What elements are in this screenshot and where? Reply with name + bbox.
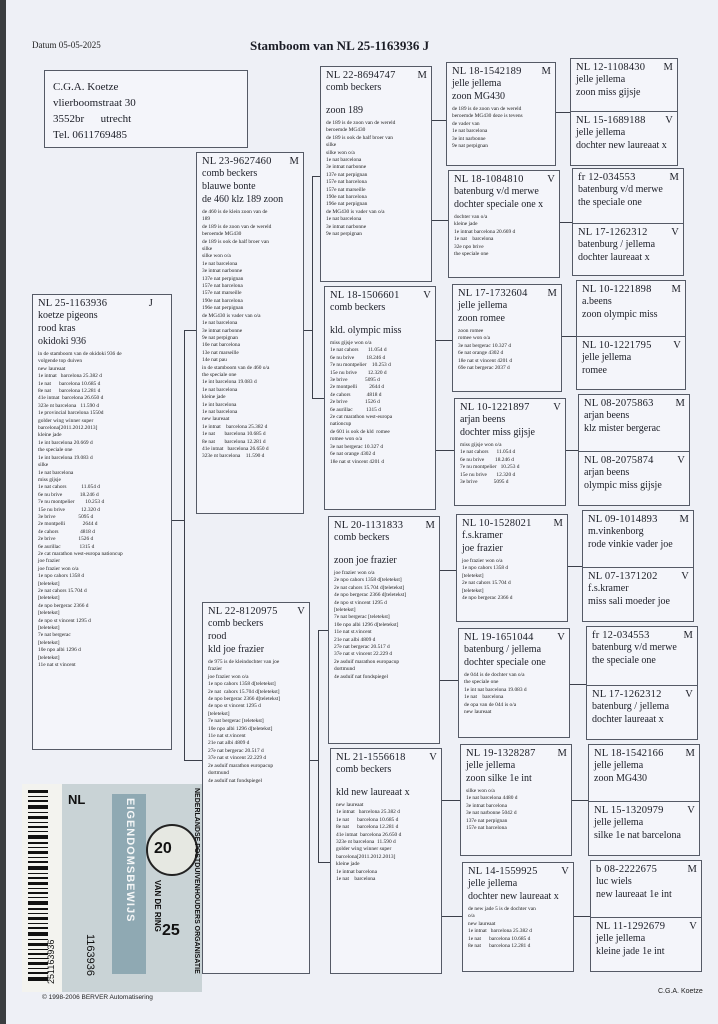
gggparent-sex: V xyxy=(689,921,697,932)
ggparent-line: dochter new laureaat x xyxy=(468,891,559,902)
footer-name: C.G.A. Koetze xyxy=(658,988,703,995)
gggparent-ring-line xyxy=(596,864,697,875)
ggparent-sex: V xyxy=(557,632,565,643)
grandparent-line: zoon 189 xyxy=(326,105,363,116)
ggparent-line: f.s.kramer xyxy=(462,530,503,541)
gggparent-line: new laureaat 1e int xyxy=(596,889,672,900)
card-subtitle: VAN DE RING xyxy=(153,880,162,932)
gggparent-ring-line xyxy=(588,571,689,582)
ggparent-details: dochter van o/a kleine jade 1e intnat barcelona 20.669 d 1e nat barcelona 32e npo brive the speciale one xyxy=(454,214,516,258)
grandparent-sex: M xyxy=(417,70,427,81)
grandparent-box xyxy=(324,286,436,510)
grandparent-ring: NL 18-1506601 xyxy=(330,290,400,301)
ggparent-ring-line xyxy=(458,288,557,299)
card-organisation: NEDERLANDSE POSTDUIVENHOUDERS ORGANISATIE xyxy=(193,788,200,974)
connector-line xyxy=(172,520,184,521)
connector-line xyxy=(318,630,328,631)
gggparent-sex: M xyxy=(663,62,673,73)
grandparent-sex: M xyxy=(425,520,435,531)
gggparent-sex: M xyxy=(669,172,679,183)
connector-line xyxy=(312,176,320,177)
gggparent-pair xyxy=(576,280,686,390)
grandparent-ring: NL 21-1556618 xyxy=(336,752,406,763)
parent-line: rood xyxy=(208,631,227,642)
gggparent-ring: NL 15-1689188 xyxy=(576,115,646,126)
gggparent-ring: NL 10-1221898 xyxy=(582,284,652,295)
gggparent-entry xyxy=(577,336,685,377)
ggparent-line: jelle jellema xyxy=(466,760,516,771)
gggparent-sex: M xyxy=(675,398,685,409)
gggparent-pair xyxy=(570,58,678,166)
date-label: Datum 05-05-2025 xyxy=(32,40,101,50)
subject-ring-line xyxy=(38,298,167,309)
connector-line xyxy=(560,222,572,223)
gggparent-line: silke 1e nat barcelona xyxy=(594,830,681,841)
connector-line xyxy=(318,630,319,862)
card-title: EIGENDOMSBEWIJS xyxy=(124,798,136,923)
ggparent-box xyxy=(452,284,562,392)
gggparent-ring-line xyxy=(596,921,697,932)
gggparent-sex: M xyxy=(679,514,689,525)
connector-line xyxy=(184,760,202,761)
gggparent-line: dochter laureaat x xyxy=(578,252,650,263)
gggparent-line: luc wiels xyxy=(596,876,632,887)
gggparent-line: jelle jellema xyxy=(594,760,644,771)
grandparent-details: miss gijsje won o/a 1e nat cahors 11.054 d 6e nu brive 18.246 d 7e nu montpelier 10.253 d 15e nu brive 12.320 d 3e brive 5095 d 2e montpelli 2644 d 4e cahors 4818 d 2e brive 1526 d 6e aurillac 1315 d 2e cat marathon west-europa nationcup de 601 is ook de kld romee romee won o/a 3e nat bergerac 10.327 d 6e nat orange 4302 d 18e nat st vincent 4201 d xyxy=(330,340,393,465)
ggparent-details: de 189 is de zoon van de wereld beroemde MG430 deze is tevens de vader van 1e nat barcelona 3e int narbonne 9e nat perpignan xyxy=(452,106,523,150)
ggparent-line: jelle jellema xyxy=(452,78,502,89)
owner-city-line xyxy=(53,111,239,127)
ggparent-ring-line xyxy=(464,632,565,643)
gggparent-ring-line xyxy=(576,62,673,73)
ggparent-ring-line xyxy=(462,518,563,529)
ggparent-box xyxy=(458,628,570,738)
gggparent-sex: V xyxy=(665,115,673,126)
connector-line xyxy=(440,680,458,681)
grandparent-line: comb beckers xyxy=(330,302,386,313)
connector-line xyxy=(570,684,586,685)
gggparent-line: the speciale one xyxy=(578,197,642,208)
gggparent-line: f.s.kramer xyxy=(588,583,629,594)
ggparent-ring: NL 17-1732604 xyxy=(458,288,528,299)
grandparent-ring: NL 22-8694747 xyxy=(326,70,396,81)
grandparent-ring-line xyxy=(330,290,431,301)
gggparent-ring-line xyxy=(582,340,681,351)
gggparent-entry xyxy=(591,917,701,958)
gggparent-ring-line xyxy=(594,805,695,816)
grandparent-box xyxy=(328,516,440,744)
gggparent-line: batenburg / jellema xyxy=(578,239,656,250)
gggparent-line: batenburg v/d merwe xyxy=(578,184,663,195)
ggparent-box xyxy=(460,744,572,856)
ggparent-line: dochter miss gijsje xyxy=(460,427,535,438)
gggparent-line: dochter new laureaat x xyxy=(576,140,667,151)
gggparent-ring: NL 09-1014893 xyxy=(588,514,658,525)
grandparent-line: comb beckers xyxy=(326,82,382,93)
gggparent-line: jelle jellema xyxy=(582,352,632,363)
connector-line xyxy=(318,862,330,863)
gggparent-line: miss sali moeder joe xyxy=(588,596,670,607)
ggparent-ring: NL 10-1528021 xyxy=(462,518,532,529)
gggparent-ring-line xyxy=(584,398,685,409)
ggparent-box xyxy=(446,62,556,166)
grandparent-line: comb beckers xyxy=(334,532,390,543)
gggparent-pair xyxy=(586,626,698,740)
gggparent-ring: NL 11-1292679 xyxy=(596,921,666,932)
gggparent-ring-line xyxy=(576,115,673,126)
ggparent-ring-line xyxy=(466,748,567,759)
parent-details: de 975 is de kleindochter van joe frazier joe frazier won o/a 1e npo cahors 1358 d[teletekst] 2e nat cahors 15.704 d[teletekst] 4e npo bergerac 2366 d[teletekst] 4e npo st vincent 1295 d [teletekst] 7e nat bergerac [teletekst] 10e npo albi 1296 d[teletekst] 11e nat st.vincent 21e nat albi 4809 d 27e nat bergerac 20.517 d 37e nat st vincent 22.229 d 2e asduif marathon europacup dortmund 4e asduif nat fondspiegel xyxy=(208,659,281,784)
subject-sex: J xyxy=(148,298,153,309)
gggparent-entry xyxy=(579,395,689,435)
gggparent-ring: NL 17-1262312 xyxy=(578,227,648,238)
gggparent-entry xyxy=(573,169,683,209)
subject-ring: NL 25-1163936 xyxy=(38,298,108,309)
ggparent-box xyxy=(456,514,568,622)
gggparent-ring: fr 12-034553 xyxy=(578,172,636,183)
gggparent-line: zoon olympic miss xyxy=(582,309,658,320)
parent-ring: NL 23-9627460 xyxy=(202,156,272,167)
gggparent-line: arjan beens xyxy=(584,467,630,478)
ggparent-line: batenburg v/d merwe xyxy=(454,186,539,197)
ggparent-details: miss gijsje won o/a 1e nat cahors 11.054 d 6e nu brive 18.246 d 7e nu montpelier 10.253 d 15e nu brive 12.320 d 3e brive 5095 d xyxy=(460,442,520,486)
gggparent-entry xyxy=(583,567,693,608)
gggparent-sex: V xyxy=(673,340,681,351)
gggparent-sex: V xyxy=(685,689,693,700)
grandparent-details: new laureaat 1e intnat barcelona 25.382 d 1e nat barcelona 10.685 d 8e nat barcelona 12.281 d 41e intnat barcelona 26.650 d 323e nt barcelona 11.590 d golder wing winner super barcelona[2011.2012.2013] kleine jade 1e intnat barcelona 1e nat barcelona xyxy=(336,802,402,883)
gggparent-entry xyxy=(591,861,701,901)
grandparent-ring: NL 20-1131833 xyxy=(334,520,404,531)
grandparent-box xyxy=(320,66,432,282)
gggparent-ring: NL 12-1108430 xyxy=(576,62,646,73)
gggparent-entry xyxy=(583,511,693,551)
pedigree-sheet xyxy=(6,0,718,1024)
gggparent-pair xyxy=(588,744,700,856)
grandparent-details: joe frazier won o/a 2e npo cahors 1358 d[teletekst] 2e nat cahors 15.704 d[teletekst] 4e npo bergerac 2366 d[teletekst] 4e npo st vincent 1295 d [teletekst] 7e nat bergerac [teletekst] 10e npo albi 1296 d[teletekst] 11e nat st.vincent 21e nat albi 4809 d 27e nat bergerac 20.517 d 37e nat st vincent 22.229 d 2e asduif marathon europacup dortmund 4e asduif nat fondspiegel xyxy=(334,570,407,680)
connector-line xyxy=(442,916,462,917)
gggparent-line: kleine jade 1e int xyxy=(596,946,665,957)
gggparent-ring: NL 17-1262312 xyxy=(592,689,662,700)
grandparent-line: kld. olympic miss xyxy=(330,325,402,336)
owner-name: C.G.A. Koetze xyxy=(53,81,119,93)
gggparent-ring-line xyxy=(592,630,693,641)
subject-line: koetze pigeons xyxy=(38,310,98,321)
parent-line: comb beckers xyxy=(208,618,264,629)
ggparent-details: joe frazier won o/a 1e npo cahors 1358 d [teletekst] 2e nat cahors 15.704 d [teletekst] 4e npo bergerac 2366 d xyxy=(462,558,513,602)
ggparent-details: zoon romee romee won o/a 3e nat bergerac 10.327 d 6e nat orange 4302 d 18e nat st vincent 4201 d 69e nat bergerac 2037 d xyxy=(458,328,513,372)
gggparent-entry xyxy=(579,451,689,492)
ggparent-box xyxy=(448,170,560,278)
barcode-icon xyxy=(22,784,62,992)
gggparent-ring-line xyxy=(594,748,695,759)
gggparent-ring: NL 08-2075874 xyxy=(584,455,654,466)
card-body xyxy=(62,784,202,992)
connector-line xyxy=(304,330,312,331)
parent-line: blauwe bonte xyxy=(202,181,256,192)
gggparent-ring-line xyxy=(578,227,679,238)
ggparent-ring: NL 10-1221897 xyxy=(460,402,530,413)
ggparent-ring: NL 18-1084810 xyxy=(454,174,524,185)
owner-box xyxy=(44,70,248,148)
gggparent-pair xyxy=(590,860,702,972)
gggparent-line: batenburg v/d merwe xyxy=(592,642,677,653)
gggparent-sex: V xyxy=(681,571,689,582)
ggparent-ring-line xyxy=(452,66,551,77)
grandparent-ring-line xyxy=(334,520,435,531)
connector-line xyxy=(312,176,313,398)
gggparent-sex: M xyxy=(687,864,697,875)
gggparent-pair xyxy=(572,168,684,276)
gggparent-entry xyxy=(573,223,683,264)
gggparent-sex: M xyxy=(685,748,695,759)
ggparent-sex: V xyxy=(561,866,569,877)
gggparent-line: olympic miss gijsje xyxy=(584,480,662,491)
ggparent-sex: M xyxy=(557,748,567,759)
parent-line: kld joe frazier xyxy=(208,644,265,655)
ggparent-box xyxy=(462,862,574,972)
ggparent-sex: V xyxy=(553,402,561,413)
owner-street: vlierboomstraat 30 xyxy=(53,97,136,109)
connector-line xyxy=(312,398,324,399)
card-ring-number: 1163936 xyxy=(84,934,96,977)
parent-ring: NL 22-8120975 xyxy=(208,606,278,617)
grandparent-details: de 189 is de zoon van de wereld beroemde MG430 de 189 is ook de half broer van silke silke won o/a 1e nat barcelona 3e intnat narbonne 137e nat perpignan 157e nat barcelona 157e nat marseille 190e nat barcelona 196e nat perpignan de MG430 is vader van o/a 1e nat barcelona 3e intnat narbonne 9e nat perpignan xyxy=(326,120,396,238)
connector-line xyxy=(432,120,446,121)
connector-line xyxy=(436,340,452,341)
grandparent-line: comb beckers xyxy=(336,764,392,775)
ggparent-ring: NL 19-1651044 xyxy=(464,632,534,643)
parent-line: comb beckers xyxy=(202,168,258,179)
ggparent-line: zoon romee xyxy=(458,313,505,324)
ggparent-box xyxy=(454,398,566,506)
parent-sex: V xyxy=(297,606,305,617)
gggparent-line: jelle jellema xyxy=(596,933,646,944)
gggparent-pair xyxy=(582,510,694,622)
parent-ring-line xyxy=(208,606,305,617)
gggparent-entry xyxy=(577,281,685,321)
ggparent-details: de new jade 5 is de dochter van o/a new laureaat 1e intnat barcelona 25.382 d 1e nat barcelona 10.685 d 8e nat barcelona 12.281 d xyxy=(468,906,536,950)
owner-city: utrecht xyxy=(100,113,132,125)
ggparent-ring: NL 18-1542189 xyxy=(452,66,522,77)
gggparent-ring: NL 15-1320979 xyxy=(594,805,664,816)
ggparent-line: zoon MG430 xyxy=(452,91,506,102)
gggparent-sex: V xyxy=(671,227,679,238)
subject-line: okidoki 936 xyxy=(38,336,87,347)
card-title-band xyxy=(112,794,146,974)
gggparent-sex: M xyxy=(671,284,681,295)
owner-postcode: 3552br xyxy=(53,113,85,125)
gggparent-sex: V xyxy=(687,805,695,816)
gggparent-entry xyxy=(587,627,697,667)
ggparent-sex: M xyxy=(541,66,551,77)
grandparent-ring-line xyxy=(336,752,437,763)
gggparent-ring: NL 08-2075863 xyxy=(584,398,654,409)
ggparent-ring: NL 14-1559925 xyxy=(468,866,538,877)
connector-line xyxy=(310,760,318,761)
gggparent-line: jelle jellema xyxy=(576,127,626,138)
grandparent-line: zoon joe frazier xyxy=(334,555,397,566)
gggparent-ring: NL 07-1371202 xyxy=(588,571,658,582)
connector-line xyxy=(440,570,456,571)
ggparent-ring-line xyxy=(460,402,561,413)
footer-copyright: © 1998-2006 BERVER Automatisering xyxy=(42,994,153,1001)
connector-line xyxy=(184,330,196,331)
connector-line xyxy=(442,800,460,801)
parent-box-sire xyxy=(196,152,304,514)
card-year-left: 20 xyxy=(154,840,172,857)
subject-box xyxy=(32,294,172,750)
gggparent-line: jelle jellema xyxy=(594,817,644,828)
gggparent-ring-line xyxy=(592,689,693,700)
gggparent-line: arjan beens xyxy=(584,410,630,421)
ggparent-line: arjan beens xyxy=(460,414,506,425)
card-brand: NL xyxy=(68,792,86,807)
gggparent-line: zoon MG430 xyxy=(594,773,648,784)
connector-line xyxy=(432,220,448,221)
barcode-number: 251163936 xyxy=(46,939,56,984)
ring-ownership-card xyxy=(22,784,202,992)
ggparent-line: joe frazier xyxy=(462,543,503,554)
gggparent-ring-line xyxy=(588,514,689,525)
gggparent-entry xyxy=(589,745,699,785)
gggparent-ring-line xyxy=(584,455,685,466)
connector-line xyxy=(184,330,185,760)
subject-line: rood kras xyxy=(38,323,76,334)
gggparent-line: m.vinkenborg xyxy=(588,526,644,537)
grandparent-box xyxy=(330,748,442,974)
parent-ring-line xyxy=(202,156,299,167)
subject-details: in de stamboom van de okidoki 936 de volgende top duiven new laureaat 1e intnat barcelona 25.382 d 1e nat barcelona 10.685 d 8e nat barcelona 12.281 d 41e intnat barcelona 26.650 d 323e nt barcelona 11.590 d 1e provincial barcelona 1550d golder wing winner super barcelona[2011.2012.2013] kleine jade 1e int barcelona 20.669 d the speciale one 1e int barcelona 19.083 d silke 1e nat barcelona miss gijsje 1e nat cahors 11.054 d 6e nu brive 18.246 d 7e nu montpelier 10.253 d 15e nu brive 12.320 d 3e brive 5095 d 2e montpelli 2644 d 4e cahors 4818 d 2e brive 1526 d 6e aurillac 1315 d 2e cat marathon west-europa nationcup joe frazier joe frazier won o/a 1e npo cahors 1358 d [teletekst] 2e nat cahors 15.704 d [teletekst] 4e npo bergerac 2366 d [teletekst] 4e npo st vincent 1295 d [teletekst] 7e nat bergerac [teletekst] 10e npo albi 1296 d [teletekst] 11e nat st vincent xyxy=(38,351,123,669)
gggparent-line: klz mister bergerac xyxy=(584,423,661,434)
connector-line xyxy=(556,112,570,113)
gggparent-line: romee xyxy=(582,365,607,376)
gggparent-line: batenburg / jellema xyxy=(592,701,670,712)
gggparent-line: a.beens xyxy=(582,296,612,307)
ggparent-line: jelle jellema xyxy=(458,300,508,311)
connector-line xyxy=(562,336,576,337)
gggparent-entry xyxy=(589,801,699,842)
grandparent-sex: V xyxy=(423,290,431,301)
barcode-strip xyxy=(22,784,62,992)
ggparent-line: jelle jellema xyxy=(468,878,518,889)
grandparent-line: kld new laureaat x xyxy=(336,787,410,798)
grandparent-ring-line xyxy=(326,70,427,81)
parent-box-dam xyxy=(202,602,310,974)
ggparent-ring-line xyxy=(468,866,569,877)
gggparent-sex: M xyxy=(683,630,693,641)
gggparent-ring: NL 18-1542166 xyxy=(594,748,664,759)
gggparent-line: rode vinkie vader joe xyxy=(588,539,673,550)
gggparent-line: jelle jellema xyxy=(576,74,626,85)
gggparent-entry xyxy=(587,685,697,726)
gggparent-ring: fr 12-034553 xyxy=(592,630,650,641)
gggparent-ring-line xyxy=(582,284,681,295)
ggparent-sex: M xyxy=(547,288,557,299)
grandparent-sex: V xyxy=(429,752,437,763)
gggparent-line: the speciale one xyxy=(592,655,656,666)
connector-line xyxy=(436,450,454,451)
gggparent-entry xyxy=(571,111,677,152)
ggparent-line: dochter speciale one x xyxy=(454,199,544,210)
ggparent-details: de 044 is de dochter van o/a the speciale one 1e int nat barcelona 19.083 d 1e nat barcelona de opa van de 044 is o/a new laureaat xyxy=(464,672,527,716)
parent-line: de 460 klz 189 zoon xyxy=(202,194,284,205)
parent-details: de 460 is de klein zoon van de 189 de 189 is de zoon van de wereld beroemde MG430 de 189 is ook de half broer van silke silke won o/a 1e nat barcelona 3e intnat narbonne 137e nat perpignan 157e nat barcelona 157e nat marseille 190e nat barcelona 196e nat perpignan de MG430 is vader van o/a 1e nat barcelona 3e intnat narbonne 9e nat perpignan 10e nat barcelona 13e nat marseille 14e nat pau in de stamboom van de 460 o/a the speciale one 1e int barcelona 19.083 d 1e nat barcelona kleine jade 1e int barcelona 1e nat barcelona new laureaat 1e intnat barcelona 25.382 d 1e nat barcelona 10.685 d 8e nat barcelona 12.281 d 41e intnat barcelona 26.650 d 323e nt barcelona 11.590 d xyxy=(202,209,272,460)
gggparent-ring: b 08-2222675 xyxy=(596,864,658,875)
ggparent-sex: V xyxy=(547,174,555,185)
ggparent-details: silke won o/a 1e nat barcelona 4480 d 3e intnat barcelona 3e nat narbonne 5042 d 137e nat perpignan 157e nat barcelona xyxy=(466,788,518,832)
gggparent-pair xyxy=(578,394,690,506)
gggparent-ring: NL 10-1221795 xyxy=(582,340,652,351)
ggparent-line: batenburg / jellema xyxy=(464,644,542,655)
gggparent-line: dochter laureaat x xyxy=(592,714,664,725)
ggparent-ring: NL 19-1328287 xyxy=(466,748,536,759)
gggparent-line: zoon miss gijsje xyxy=(576,87,641,98)
connector-line xyxy=(568,566,582,567)
connector-line xyxy=(574,916,590,917)
gggparent-sex: V xyxy=(677,455,685,466)
parent-sex: M xyxy=(289,156,299,167)
connector-line xyxy=(572,800,588,801)
owner-phone: Tel. 0611769485 xyxy=(53,129,127,141)
ggparent-sex: M xyxy=(553,518,563,529)
connector-line xyxy=(566,450,578,451)
ggparent-line: zoon silke 1e int xyxy=(466,773,532,784)
gggparent-ring-line xyxy=(578,172,679,183)
ggparent-ring-line xyxy=(454,174,555,185)
page-title: Stamboom van NL 25-1163936 J xyxy=(250,38,430,53)
card-year-right: 25 xyxy=(162,922,180,939)
gggparent-entry xyxy=(571,59,677,99)
ggparent-line: dochter speciale one xyxy=(464,657,546,668)
